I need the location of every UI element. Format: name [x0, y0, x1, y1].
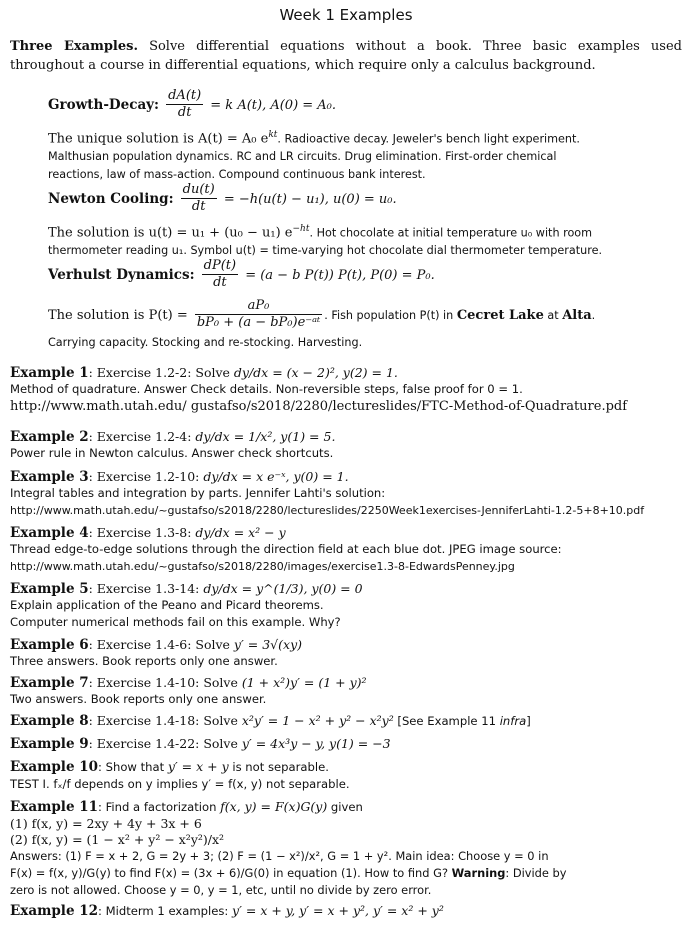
growth-line-3: reactions, law of mass-action. Compound continuous bank interest. — [48, 168, 426, 182]
verhulst-heading: Verhulst Dynamics: — [48, 267, 195, 283]
example-1-sub: : Exercise 1.2-2: Solve — [88, 365, 234, 380]
newton-solution-exponent: −ht — [292, 224, 310, 234]
growth-frac-den: dt — [177, 105, 192, 120]
example-1-math: dy/dx = (x − 2)², y(2) = 1. — [233, 365, 398, 380]
verhulst-frac-den: dt — [213, 275, 227, 290]
verhulst-sol-den: bP₀ + (a − bP₀)e⁻ᵃᵗ — [196, 315, 321, 330]
example-8-tail: [See Example 11 — [393, 714, 500, 728]
example-11-item-2: (2) f(x, y) = (1 − x² + y² − x²y²)/x² — [10, 832, 225, 847]
growth-frac-num: dA(t) — [168, 88, 202, 103]
newton-line-1 — [48, 220, 678, 242]
verhulst-fraction — [202, 258, 238, 291]
example-6 — [10, 634, 682, 670]
example-4-math: dy/dx = x² − y — [195, 525, 286, 540]
example-1 — [10, 362, 682, 416]
example-7 — [10, 672, 682, 708]
example-9-sub: : Exercise 1.4-22: Solve — [88, 736, 242, 751]
growth-solution-rest: . Radioactive decay. Jeweler's bench light experiment. — [277, 132, 580, 146]
example-3-math: dy/dx = x e⁻ˣ, y(0) = 1. — [203, 469, 349, 484]
example-8-tail-italic: infra — [499, 714, 527, 728]
example-2-math: dy/dx = 1/x², y(1) = 5. — [195, 429, 336, 444]
growth-solution-exponent: kt — [268, 130, 278, 140]
example-5-sub: : Exercise 1.3-14: — [88, 581, 204, 596]
example-12 — [10, 900, 682, 920]
verhulst-sol-rest-a: . Fish population P(t) in — [324, 309, 457, 322]
verhulst-solution-fraction — [195, 298, 322, 331]
example-11-answer-2a: F(x) = f(x, y)/G(y) to find F(x) = (3x + 6)/G(0) in equation (1). How to find G? — [10, 866, 452, 880]
example-11-answer-3: zero is not allowed. Choose y = 0, y = 1, etc, until no divide by zero error. — [10, 883, 432, 897]
verhulst-solution-prefix: The solution is P(t) = — [48, 308, 188, 323]
example-7-math: (1 + x²)y′ = (1 + y)² — [241, 675, 367, 690]
verhulst-solution-line — [48, 298, 678, 334]
example-7-label: Example 7 — [10, 675, 89, 691]
example-12-sub: : Midterm 1 examples: — [98, 904, 233, 918]
example-1-url[interactable]: http://www.math.utah.edu/ gustafso/s2018/2280/lectureslides/FTC-Method-of-Quadrature.pdf — [10, 399, 628, 414]
verhulst-sol-end: . — [591, 309, 596, 322]
example-10-sub: : Show that — [98, 760, 168, 774]
example-8-label: Example 8 — [10, 713, 89, 729]
example-10 — [10, 756, 682, 793]
newton-solution: The solution is u(t) = u₁ + (u₀ − u₁) e — [48, 225, 293, 241]
example-4-url[interactable]: http://www.math.utah.edu/~gustafso/s2018/2280/images/exercise1.3-8-EdwardsPenney.jpg — [10, 560, 515, 573]
example-11-item-1: (1) f(x, y) = 2xy + 4y + 3x + 6 — [10, 816, 202, 831]
growth-fraction — [166, 88, 203, 121]
example-11-warning: Warning — [451, 866, 506, 880]
verhulst-rhs: = (a − b P(t)) P(t), P(0) = P₀. — [245, 268, 435, 283]
verhulst-frac-num: dP(t) — [203, 258, 237, 273]
example-2 — [10, 426, 682, 462]
example-5-label: Example 5 — [10, 581, 89, 597]
example-4-line-1: Thread edge-to-edge solutions through the direction field at each blue dot. JPEG image source: — [10, 542, 562, 556]
example-7-sub: : Exercise 1.4-10: Solve — [88, 675, 242, 690]
newton-rhs: = −h(u(t) − u₁), u(0) = u₀. — [223, 192, 397, 207]
growth-line-1 — [48, 126, 678, 148]
example-8-tail-end: ] — [526, 714, 531, 728]
newton-fraction — [181, 182, 217, 215]
verhulst-line-2: Carrying capacity. Stocking and re-stocking. Harvesting. — [48, 336, 363, 349]
intro-paragraph — [10, 37, 682, 75]
verhulst-sol-num: aP₀ — [195, 298, 322, 315]
example-11-answer-1: Answers: (1) F = x + 2, G = 2y + 3; (2) F = (1 − x²)/x², G = 1 + y². Main idea: Choose y = 0 in — [10, 849, 549, 863]
example-12-label: Example 12 — [10, 903, 99, 919]
example-3-sub: : Exercise 1.2-10: — [88, 469, 204, 484]
example-5-math: dy/dx = y^(1/3), y(0) = 0 — [203, 581, 363, 596]
example-5-line-2: Computer numerical methods fail on this example. Why? — [10, 615, 341, 629]
example-2-sub: : Exercise 1.2-4: — [88, 429, 196, 444]
example-9 — [10, 733, 682, 752]
example-2-label: Example 2 — [10, 429, 89, 445]
newton-heading: Newton Cooling: — [48, 191, 174, 207]
example-11-answers — [10, 848, 682, 899]
example-8-math: x²y′ = 1 − x² + y² − x²y² — [241, 713, 394, 728]
intro-heading: Three Examples. — [10, 39, 138, 54]
example-11-label: Example 11 — [10, 799, 99, 815]
example-4 — [10, 522, 682, 575]
example-5-line-1: Explain application of the Peano and Picard theorems. — [10, 598, 324, 612]
growth-rhs: = k A(t), A(0) = A₀. — [210, 98, 337, 113]
verhulst-place-name: Alta — [562, 308, 592, 323]
example-3 — [10, 466, 682, 519]
example-12-math: y′ = x + y, y′ = x + y², y′ = x² + y² — [232, 903, 444, 918]
growth-line-2: Malthusian population dynamics. RC and LR circuits. Drug elimination. First-order chemical — [48, 150, 557, 164]
example-1-label: Example 1 — [10, 365, 89, 381]
example-6-math: y′ = 3√(xy) — [233, 637, 303, 652]
example-8-sub: : Exercise 1.4-18: Solve — [88, 713, 242, 728]
example-5 — [10, 578, 682, 631]
verhulst-block — [48, 258, 678, 352]
example-11-answer-2c: : Divide by — [505, 866, 567, 880]
newton-frac-num: du(t) — [182, 182, 215, 197]
example-3-line-1: Integral tables and integration by parts. Jennifer Lahti's solution: — [10, 486, 386, 500]
example-10-tail: is not separable. — [228, 760, 329, 774]
newton-line-2: thermometer reading u₁. Symbol u(t) = time-varying hot chocolate dial thermometer temperature. — [48, 244, 603, 258]
example-10-math: y′ = x + y — [167, 759, 229, 774]
example-8 — [10, 710, 682, 730]
example-3-label: Example 3 — [10, 469, 89, 485]
example-2-line-1: Power rule in Newton calculus. Answer check shortcuts. — [10, 446, 334, 460]
example-4-label: Example 4 — [10, 525, 89, 541]
verhulst-lake-name: Cecret Lake — [456, 308, 544, 323]
example-3-url[interactable]: http://www.math.utah.edu/~gustafso/s2018/2280/lectureslides/2250Week1exercises-JenniferLahti-1.2-5+8+10.pdf — [10, 504, 645, 517]
page-title: Week 1 Examples — [279, 6, 413, 24]
example-6-sub: : Exercise 1.4-6: Solve — [88, 637, 234, 652]
growth-decay-block — [48, 88, 678, 184]
growth-heading: Growth-Decay: — [48, 97, 160, 113]
newton-cooling-block — [48, 182, 678, 260]
example-6-label: Example 6 — [10, 637, 89, 653]
example-10-line-1: TEST I. fₓ/f depends on y implies y′ = f(x, y) not separable. — [10, 777, 350, 791]
example-11-tail: given — [327, 800, 363, 814]
example-9-math: y′ = 4x³y − y, y(1) = −3 — [241, 736, 391, 751]
example-6-line-1: Three answers. Book reports only one answer. — [10, 654, 278, 668]
example-7-line-1: Two answers. Book reports only one answer. — [10, 692, 267, 706]
example-11-math: f(x, y) = F(x)G(y) — [220, 799, 328, 814]
example-4-sub: : Exercise 1.3-8: — [88, 525, 196, 540]
example-11 — [10, 796, 682, 899]
growth-solution: The unique solution is A(t) = A₀ e — [48, 131, 269, 147]
example-1-line-1: Method of quadrature. Answer Check details. Non-reversible steps, false proof for 0 = 1. — [10, 382, 523, 396]
newton-solution-rest: . Hot chocolate at initial temperature u₀ with room — [309, 226, 593, 240]
example-9-label: Example 9 — [10, 736, 89, 752]
newton-frac-den: dt — [191, 199, 206, 214]
example-10-label: Example 10 — [10, 759, 99, 775]
example-11-sub: : Find a factorization — [98, 800, 221, 814]
intro-text: Solve differential equations without a book. Three basic examples used throughout a course in differential equations, which require only a calculus background. — [10, 39, 682, 73]
verhulst-sol-rest-b: at — [543, 309, 563, 322]
